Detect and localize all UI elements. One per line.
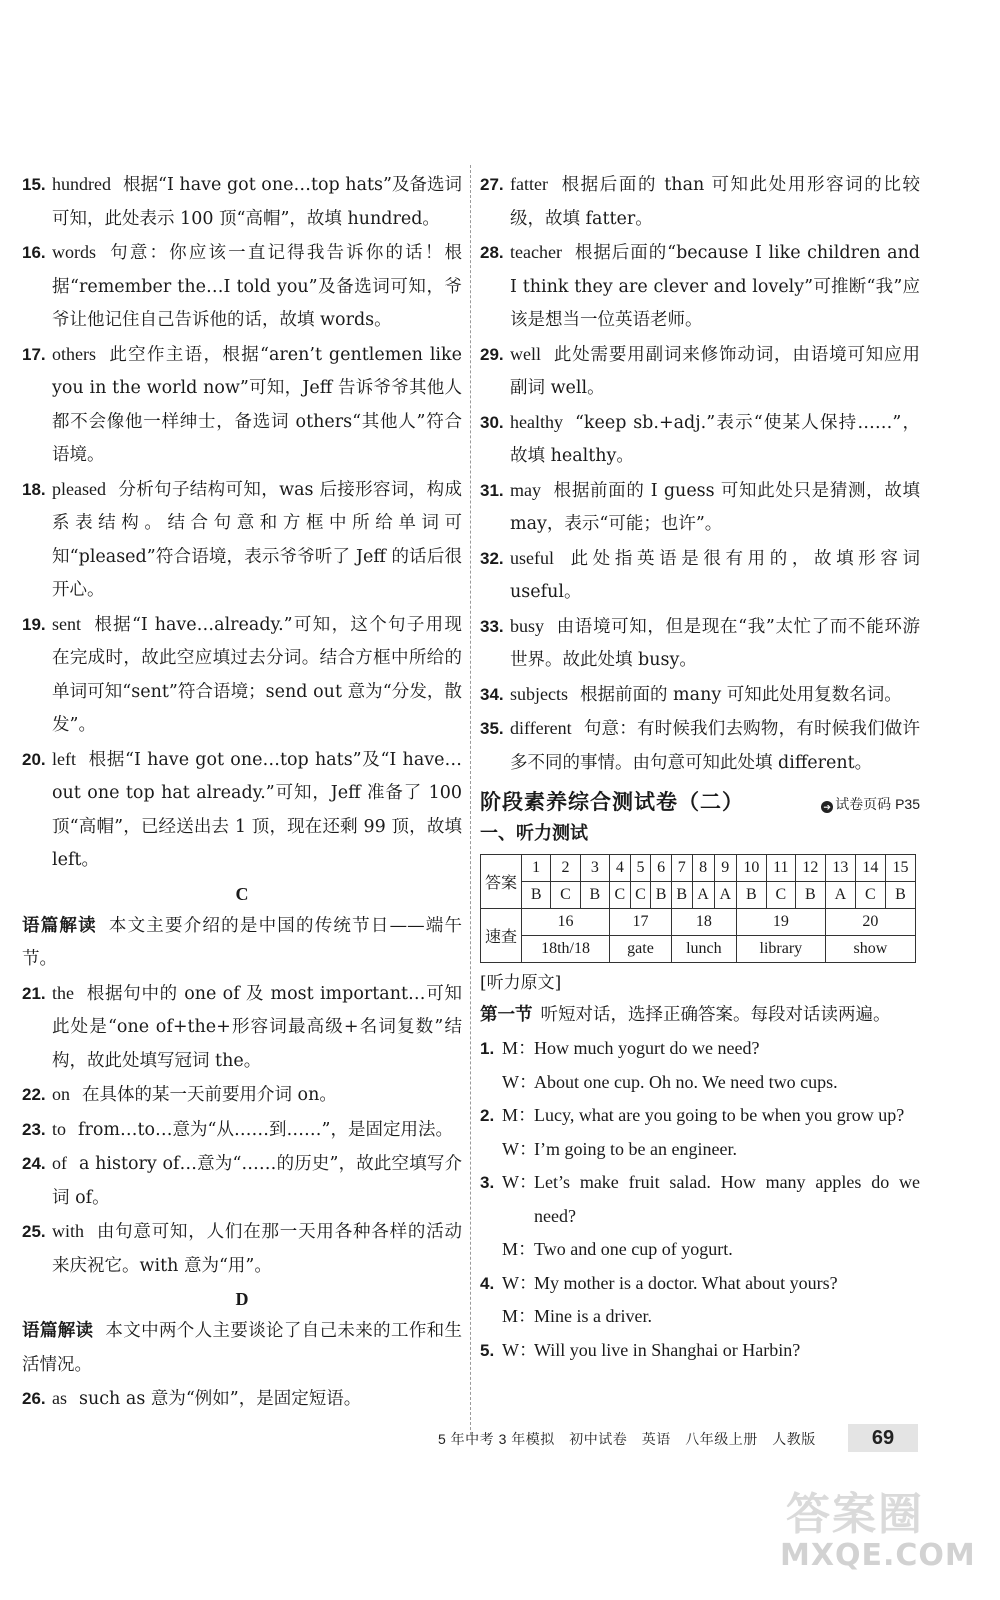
dialog-number: 4. [480,1273,495,1293]
item-answer: useful [510,547,554,568]
item-number: 17. [22,344,46,364]
item-explanation: “keep sb.+adj.”表示“使某人保持……”，故填 healthy。 [510,412,920,466]
dialog-text: Will you live in Shanghai or Harbin? [534,1339,801,1360]
table-row [481,855,916,882]
watermark-logo-text: 答案圈 [786,1489,924,1540]
table-cell-number: 18 [671,909,736,936]
dialog-line [480,1032,920,1066]
item-answer: on [52,1084,70,1104]
item-answer: of [52,1153,67,1173]
reading-analysis-d [22,1315,462,1382]
item-explanation: 由句意可知，人们在那一天用各种各样的活动来庆祝它。with 意为“用”。 [52,1222,462,1276]
item-number: 23. [22,1119,46,1139]
dialog-text: Let’s make fruit salad. How many apples do we need? [534,1172,920,1226]
item-explanation: a history of…意为“……的历史”，故此空填写介词 of。 [52,1154,462,1208]
item-answer: with [52,1221,85,1241]
table-cell-answer: C [855,882,885,909]
analysis-tag: 语篇解读 [22,1321,94,1341]
page-footer [438,1424,958,1454]
page-reference-text: 试卷页码 P35 [835,796,920,812]
item-explanation: 根据“I have got one…top hats”及“I have…out one top hat already.”可知，Jeff 准备了 100 顶“高帽”，已经送出去 1 顶，现在还剩 99 顶，故填 left。 [52,749,462,870]
item-number: 26. [22,1389,46,1408]
dialog-list [480,1032,920,1367]
item-number: 29. [480,344,504,364]
item-answer: teacher [510,242,562,262]
item-answer: words [52,242,96,262]
answer-item [480,678,920,713]
item-number: 19. [22,614,46,634]
answer-item [22,168,462,236]
item-explanation: 根据后面的 than 可知此处用形容词的比较级，故填 fatter。 [510,175,920,229]
answer-item [480,610,920,678]
section-1-label: 第一节 [480,1005,533,1025]
table-cell-answer: B [736,882,766,909]
item-number: 30. [480,412,504,432]
item-answer: others [52,343,96,364]
analysis-tag: 语篇解读 [22,915,97,936]
table-row [481,882,916,909]
table-cell-answer: B [580,882,609,909]
speaker-label: W： [502,1172,537,1192]
item-answer: hundred [52,174,111,194]
answer-list-b [22,168,462,878]
table-cell-answer: show [825,936,915,963]
table-cell-number: 10 [736,855,766,882]
item-number: 15. [22,175,46,194]
table-cell-number: 6 [651,855,672,882]
table-cell-answer: 18th/18 [522,936,610,963]
item-explanation: 此处指英语是很有用的，故填形容词 useful。 [510,548,920,602]
table-cell-number: 20 [825,909,915,936]
table-cell-answer: B [885,882,915,909]
dialog-number: 2. [480,1106,495,1125]
table-cell-answer: library [736,936,825,963]
right-column [480,168,920,1367]
item-explanation: 分析句子结构可知，was 后接形容词，构成系表结构。结合句意和方框中所给单词可知“pleased”符合语境，表示爷爷听了 Jeff 的话后很开心。 [52,479,462,600]
answer-item [480,236,920,338]
answer-item [22,743,462,878]
table-cell-answer: C [630,882,651,909]
table-cell-answer: B [671,882,692,909]
item-explanation: 根据前面的 I guess 可知此处只是猜测，故填 may，表示“可能；也许”。 [510,480,920,534]
item-answer: to [52,1118,67,1139]
analysis-text: 本文主要介绍的是中国的传统节日——端午节。 [22,915,463,969]
item-answer: the [52,982,74,1003]
dialog-line [480,1066,920,1100]
answer-quick-table [480,854,916,963]
dialog-text: Two and one cup of yogurt. [534,1239,733,1259]
answer-item [480,474,920,542]
item-explanation: such as 意为“例如”，是固定短语。 [79,1389,362,1409]
dialog-number: 1. [480,1039,495,1058]
table-cell-answer: B [795,882,825,909]
speaker-label: M： [502,1306,537,1326]
table-cell-number: 13 [825,855,855,882]
test-title: 阶段素养综合测试卷（二） [480,789,744,814]
table-cell-answer: C [610,882,631,909]
item-explanation: 根据句中的 one of 及 most important…可知此处是“one of+the+形容词最高级+名词复数”结构，故此处填写冠词 the。 [52,983,462,1071]
table-cell-number: 5 [630,855,651,882]
answer-item [22,473,462,608]
dialog-text: Mine is a driver. [534,1306,652,1326]
reading-analysis-c [22,910,462,977]
answer-item [22,1382,462,1417]
answer-item [22,1147,462,1215]
item-explanation: 根据“I have…already.”可知，这个句子用现在完成时，故此空应填过去分词。结合方框中所给的单词可知“sent”符合语境；send out 意为“分发，散发”。 [52,614,462,735]
item-number: 31. [480,480,504,500]
table-cell-answer: A [825,882,855,909]
table-cell-number: 15 [885,855,915,882]
dialog-text: I’m going to be an engineer. [534,1138,737,1159]
answer-item [22,608,462,743]
answer-item [480,406,920,474]
dialog-number: 5. [480,1340,495,1360]
item-answer: pleased [52,478,106,499]
item-answer: as [52,1388,67,1408]
item-number: 16. [22,243,46,262]
table-cell-number: 9 [714,855,736,882]
item-answer: sent [52,613,81,634]
answer-item [480,168,920,236]
table-cell-number: 2 [551,855,580,882]
item-explanation: 由语境可知，但是现在“我”太忙了而不能环游世界。故此处填 busy。 [510,616,920,670]
item-answer: different [510,718,572,738]
item-answer: well [510,343,541,364]
item-number: 20. [22,749,46,769]
listening-script-title: [听力原文] [480,973,562,993]
dialog-text: About one cup. Oh no. We need two cups. [534,1071,838,1092]
item-number: 35. [480,719,504,738]
arrow-icon: ➔ [821,801,833,813]
table-cell-answer: C [551,882,580,909]
section-1-title [480,999,920,1032]
table-cell-number: 12 [795,855,825,882]
item-explanation: 此处需要用副词来修饰动词，由语境可知应用副词 well。 [510,344,920,398]
item-number: 32. [480,548,504,568]
speaker-label: W： [502,1071,537,1092]
column-divider [470,165,471,1435]
table-row [481,909,916,936]
item-number: 18. [22,479,46,499]
section-d-heading: D [235,1289,249,1309]
table-cell-number: 19 [736,909,825,936]
item-answer: busy [510,615,545,636]
table-cell-answer: A [692,882,714,909]
item-explanation: 根据后面的“because I like children and I think they are clever and lovely”可推断“我”应该是想当一位英语老师。 [510,243,920,330]
table-cell-number: 8 [692,855,714,882]
dialog-text: How much yogurt do we need? [534,1038,760,1058]
item-explanation: 句意：你应该一直记得我告诉你的话！根据“remember the…I told you”及备选词可知，爷爷让他记住自己告诉他的话，故填 words。 [52,243,462,330]
dialog-line [480,1300,920,1334]
answer-list-c [22,977,462,1284]
answer-item [22,1078,462,1113]
item-explanation: 根据前面的 many 可知此处用复数名词。 [580,684,902,705]
analysis-text: 本文中两个人主要谈论了自己未来的工作和生活情况。 [22,1321,463,1375]
left-column [22,168,462,1417]
item-number: 33. [480,616,504,636]
watermark [776,1478,986,1590]
answer-item [480,542,920,610]
table-cell-answer: B [522,882,551,909]
item-number: 21. [22,983,46,1003]
speaker-label: W： [502,1138,537,1159]
answer-item [480,712,920,780]
dialog-line [480,1233,920,1267]
table-row [481,936,916,963]
dialog-line [480,1099,920,1133]
item-answer: left [52,748,76,769]
answer-item [22,1215,462,1283]
table-cell-number: 1 [522,855,551,882]
table-label-quick: 速查 [481,909,522,963]
item-number: 28. [480,243,504,262]
table-cell-answer: gate [610,936,672,963]
table-cell-number: 11 [766,855,795,882]
item-explanation: 根据“I have got one…top hats”及备选词可知，此处表示 100 顶“高帽”，故填 hundred。 [52,175,462,229]
section-c-heading: C [235,883,249,904]
dialog-line [480,1166,920,1233]
item-explanation: 此空作主语，根据“aren’t gentlemen like you in the world now”可知，Jeff 告诉爷爷其他人都不会像他一样绅士，备选词 others“其他人”符合语境。 [52,344,462,465]
speaker-label: M： [502,1239,537,1259]
section-1-desc: 听短对话，选择正确答案。每段对话读两遍。 [540,1005,891,1025]
page-number: 69 [848,1424,918,1452]
item-number: 22. [22,1085,46,1104]
item-number: 34. [480,684,504,704]
speaker-label: M： [502,1038,537,1058]
table-cell-answer: B [651,882,672,909]
answer-item [480,338,920,406]
answer-list-d [22,1382,462,1417]
table-label-answer: 答案 [481,855,522,909]
footer-book-title: 5 年中考 3 年模拟 初中试卷 英语 八年级上册 人教版 [438,1431,816,1447]
answer-item [22,236,462,338]
watermark-url: MXQE.COM [780,1538,976,1573]
table-cell-answer: A [714,882,736,909]
dialog-line [480,1334,920,1368]
item-number: 24. [22,1154,46,1173]
answer-item [22,977,462,1079]
item-explanation: 在具体的某一天前要用介词 on。 [82,1085,337,1105]
table-cell-answer: C [766,882,795,909]
table-cell-number: 17 [610,909,672,936]
item-explanation: from…to…意为“从……到……”，是固定用法。 [78,1119,453,1140]
item-answer: healthy [510,411,563,432]
table-cell-answer: lunch [671,936,736,963]
item-explanation: 句意：有时候我们去购物，有时候我们做许多不同的事情。由句意可知此处填 different。 [510,719,920,773]
dialog-text: Lucy, what are you going to be when you grow up? [534,1105,905,1125]
answer-list-d-cont [480,168,920,780]
item-answer: may [510,479,541,500]
answer-item [22,1113,462,1148]
table-cell-number: 16 [522,909,610,936]
item-answer: subjects [510,683,568,704]
dialog-number: 3. [480,1173,495,1192]
dialog-line [480,1267,920,1301]
dialog-line [480,1133,920,1167]
test-title-row [480,786,920,816]
item-number: 27. [480,175,504,194]
item-number: 25. [22,1222,46,1241]
speaker-label: M： [502,1105,537,1125]
table-cell-number: 7 [671,855,692,882]
table-cell-number: 14 [855,855,885,882]
part-title-listening: 一、听力测试 [480,823,588,844]
table-cell-number: 4 [610,855,631,882]
speaker-label: W： [502,1272,537,1293]
page-reference [821,794,920,814]
dialog-text: My mother is a doctor. What about yours? [534,1272,838,1293]
answer-item [22,338,462,473]
table-cell-number: 3 [580,855,609,882]
item-answer: fatter [510,174,548,194]
speaker-label: W： [502,1339,537,1360]
